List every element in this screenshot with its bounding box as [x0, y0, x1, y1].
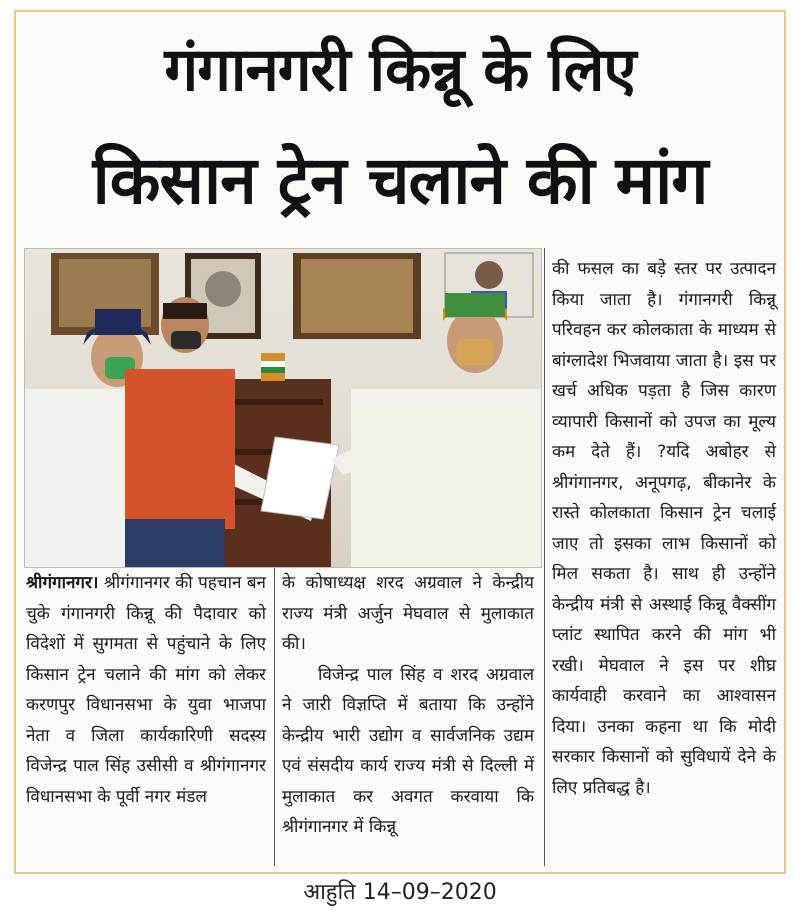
photo-meeting-icon [25, 249, 541, 567]
article-paragraph: की फसल का बड़े स्तर पर उत्पादन किया जाता है। गंगानगरी किन्नू परिवहन कर कोलकाता के माध्यम से बांग्लादेश भिजवाया जाता है। इस पर खर्च अधिक पड़ता है जिस कारण व्यापारी किसानों को उपज का मूल्य कम देते हैं। ?यदि अबोहर से श्रीगंगानगर, अनूपगढ़, बीकानेर के रास्ते कोलकाता किसान ट्रेन चलाई जाए तो इसका लाभ किसानों को मिल सकता है। साथ ही उन्होंने केन्द्रीय मंत्री से अस्थाई किन्नू वैक्सींग प्लांट स्थापित करने की मांग भी रखी। मेघवाल ने इस पर शीघ्र कार्यवाही करवाने का आश्वासन दिया। उनका कहना था कि मोदी सरकार किसानों को सुविधायें देने के लिए प्रतिबद्ध है। [552, 259, 776, 798]
article-dateline: श्रीगंगानगर। [26, 573, 99, 593]
article-column-left [26, 568, 266, 812]
headline-line-2: किसान ट्रेन चलाने की मांग [92, 142, 708, 219]
source-dateline: आहुति 14–09–2020 [303, 880, 497, 905]
article-column-middle [282, 568, 534, 843]
news-photo [24, 248, 542, 568]
article-paragraph: के कोषाध्यक्ष शरद अग्रवाल ने केन्द्रीय राज्य मंत्री अर्जुन मेघवाल से मुलाकात की। [282, 573, 534, 654]
article-column-right [552, 254, 776, 803]
article-lead-text: श्रीगंगानगर की पहचान बन चुके गंगानगरी किन्नू की पैदावार को विदेशों में सुगमता से पहुंचाने के लिए किसान ट्रेन चलाने की मांग को लेकर करणपुर विधानसभा के युवा भाजपा नेता व जिला कार्यकारिणी सदस्य विजेन्द्र पाल सिंह उसीसी व श्रीगंगानगर विधानसभा के पूर्वी नगर मंडल [26, 573, 266, 807]
headline-line-1: गंगानगरी किन्नू के लिए [164, 35, 636, 105]
article-paragraph: विजेन्द्र पाल सिंह व शरद अग्रवाल ने जारी विज्ञप्ति में बताया कि उन्होंने केन्द्रीय भारी उद्योग व सार्वजनिक उद्यम एवं संसदीय कार्य राज्य मंत्री से दिल्ली में मुलाकात कर अवगत करवाया कि श्रीगंगानगर में किन्नू [282, 664, 534, 837]
article-paragraph [26, 568, 266, 812]
column-divider [544, 248, 545, 866]
column-divider [274, 568, 275, 866]
